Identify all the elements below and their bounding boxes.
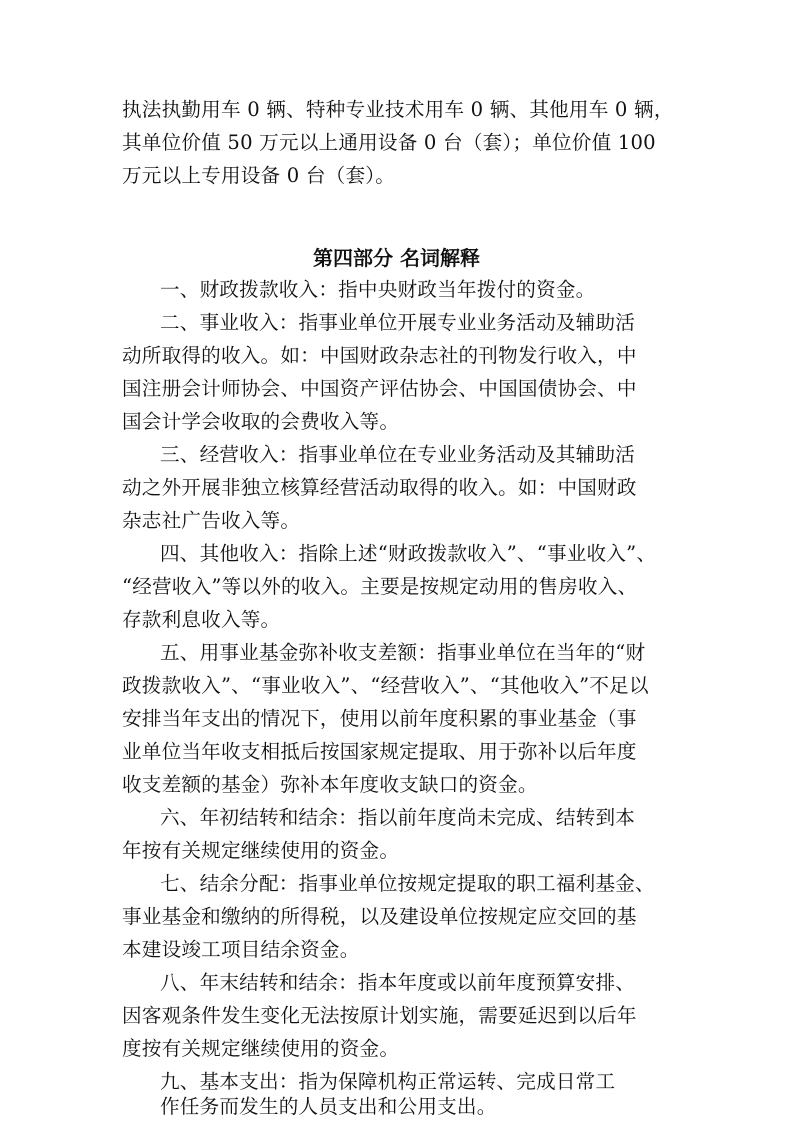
definition-line: 五、用事业基金弥补收支差额：指事业单位在当年的“财 [160, 641, 646, 664]
definition-line: 业单位当年收支相抵后按国家规定提取、用于弥补以后年度 [122, 740, 637, 763]
definition-line: 政拨款收入”、“事业收入”、“经营收入”、“其他收入”不足以 [122, 674, 649, 697]
definition-line: 杂志社广告收入等。 [122, 509, 301, 532]
paragraph-line: 执法执勤用车 0 辆、特种专业技术用车 0 辆、其他用车 0 辆， [122, 98, 674, 121]
definition-line: 事业基金和缴纳的所得税，以及建设单位按规定应交回的基 [122, 905, 637, 928]
paragraph-line: 万元以上专用设备 0 台（套）。 [122, 164, 396, 187]
definition-line: 四、其他收入：指除上述“财政拨款收入”、“事业收入”、 [160, 542, 657, 565]
definition-line: 本建设竣工项目结余资金。 [122, 938, 360, 961]
definition-line: 因客观条件发生变化无法按原计划实施，需要延迟到以后年 [122, 1004, 637, 1027]
definition-line: 九、基本支出：指为保障机构正常运转、完成日常工 [160, 1070, 616, 1093]
definition-line: 动所取得的收入。如：中国财政杂志社的刊物发行收入，中 [122, 344, 637, 367]
definition-line: 三、经营收入：指事业单位在专业业务活动及其辅助活 [160, 443, 636, 466]
definition-line: 度按有关规定继续使用的资金。 [122, 1037, 400, 1060]
definition-line: 六、年初结转和结余：指以前年度尚未完成、结转到本 [160, 806, 636, 829]
definition-line: 收支差额的基金）弥补本年度收支缺口的资金。 [122, 773, 538, 796]
definition-line: 一、财政拨款收入：指中央财政当年拨付的资金。 [160, 278, 596, 301]
definition-line: 安排当年支出的情况下，使用以前年度积累的事业基金（事 [122, 707, 637, 730]
paragraph-line: 其单位价值 50 万元以上通用设备 0 台（套）；单位价值 100 [122, 131, 656, 154]
definition-line: 二、事业收入：指事业单位开展专业业务活动及辅助活 [160, 311, 636, 334]
definition-line: 作任务而发生的人员支出和公用支出。 [160, 1095, 497, 1118]
section-title: 第四部分 名词解释 [313, 246, 480, 270]
definition-line: 存款利息收入等。 [122, 608, 281, 631]
definition-line: 国会计学会收取的会费收入等。 [122, 410, 400, 433]
definition-line: 七、结余分配：指事业单位按规定提取的职工福利基金、 [160, 872, 655, 895]
definition-line: 动之外开展非独立核算经营活动取得的收入。如：中国财政 [122, 476, 637, 499]
definition-line: 年按有关规定继续使用的资金。 [122, 839, 400, 862]
definition-line: 八、年末结转和结余：指本年度或以前年度预算安排、 [160, 971, 636, 994]
definition-line: “经营收入”等以外的收入。主要是按规定动用的售房收入、 [122, 575, 638, 598]
definition-line: 国注册会计师协会、中国资产评估协会、中国国债协会、中 [122, 377, 637, 400]
